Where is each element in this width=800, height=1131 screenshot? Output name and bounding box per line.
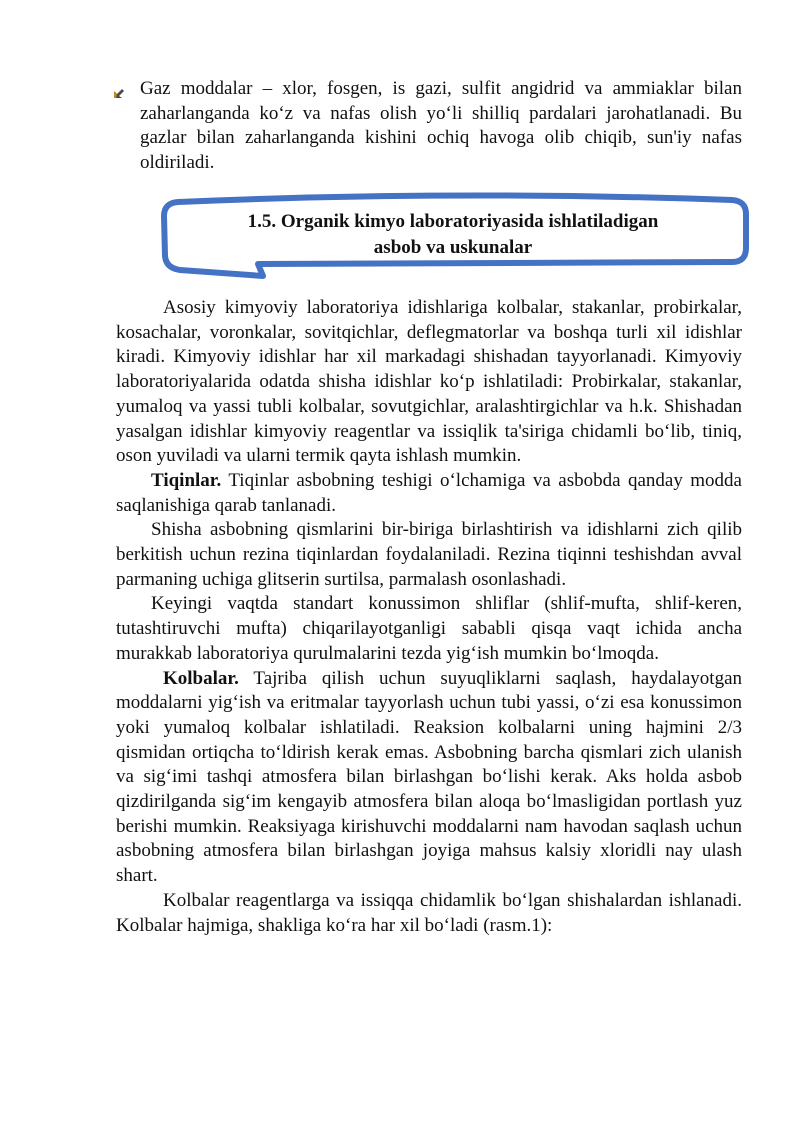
- arrow-down-left-icon: [112, 86, 126, 100]
- section-heading-line-1: 1.5. Organik kimyo laboratoriyasida ishlatiladigan: [247, 211, 659, 232]
- paragraph-flask-types: Kolbalar reagentlarga va issiqqa chidamlik bo‘lgan shishalardan ishlanadi. Kolbalar hajmiga, shakliga ko‘ra har xil bo‘ladi (rasm.1):: [116, 889, 742, 936]
- body-text: [116, 296, 742, 938]
- section-heading-callout: [158, 190, 752, 282]
- section-heading: [188, 209, 718, 261]
- paragraph-rubber-stoppers: Shisha asbobning qismlarini bir-biriga birlashtirish va idishlarni zich qilib berkitish uchun rezina tiqinlardan foydalaniladi. Rezina tiqinni teshishdan avval parmaning uchiga glitserin surtilsa, parmalash osonlashadi.: [116, 519, 742, 590]
- term-tiqinlar: Tiqinlar.: [151, 469, 222, 491]
- bullet-text: Gaz moddalar – xlor, fosgen, is gazi, sulfit angidrid va ammiaklar bilan zaharlanganda ko‘z va nafas olish yo‘li shilliq pardalari jarohatlanadi. Bu gazlar bilan zaharlanganda kishini ochiq havoga olib chiqib, sun'iy nafas oldiriladi.: [140, 78, 742, 174]
- paragraph-tiqinlar: [116, 469, 742, 518]
- section-heading-line-2: asbob va uskunalar: [373, 237, 533, 258]
- paragraph-kolbalar: [116, 667, 742, 889]
- paragraph-kolbalar-text: Tajriba qilish uchun suyuqliklarni saqlash, haydalayotgan moddalarni yig‘ish va eritmalar tayyorlash uchun tubi yassi, o‘zi esa konussimon yoki yumaloq kolbalar ishlatiladi. Reaksion kolbalarni uning hajmini 2/3 qismidan ortiqcha to‘ldirish kerak emas. Asbobning barcha qismlari zich ulanish va sig‘imi tashqi atmosfera bilan birlashgan bo‘lishi kerak. Aks holda asbob qizdirilganda sig‘im kengayib atmosfera bilan aloqa bo‘lmasligidan portlash yuz berishi mumkin. Reaksiyaga kirishuvchi moddalarni nam havodan saqlash uchun asbobning atmosfera bilan birlashgan joyiga mahsus kalsiy xloridli nay ulash shart.: [116, 667, 742, 887]
- term-kolbalar: Kolbalar.: [163, 667, 239, 689]
- paragraph-ground-joints: Keyingi vaqtda standart konussimon shliflar (shlif-mufta, shlif-keren, tutashtiruvchi mufta) chiqarilayotganligi sababli qisqa vaqt ichida ancha murakkab laboratoriya qurulmalarini tezda yig‘ish mumkin bo‘lmoqda.: [116, 593, 742, 664]
- paragraph-tiqinlar-text: Tiqinlar asbobning teshigi o‘lchamiga va asbobda qanday modda saqlanishiga qarab tanlanadi.: [116, 469, 742, 516]
- paragraph-intro: Asosiy kimyoviy laboratoriya idishlariga kolbalar, stakanlar, probirkalar, kosachalar, voronkalar, sovitqichlar, deflegmatorlar va boshqa turli xil idishlar kiradi. Kimyoviy idishlar har xil markadagi shishadan tayyorlanadi. Kimyoviy laboratoriyalarida odatda shisha idishlar ko‘p ishlatiladi: Probirkalar, stakanlar, yumaloq va yassi tubli kolbalar, sovutgichlar, aralashtirgichlar va h.k. Shishadan yasalgan idishlar kimyoviy reagentlar va issiqlik ta'siriga chidamli bo‘lib, tiniq, oson yuviladi va ularni termik qayta ishlash mumkin.: [116, 297, 742, 467]
- bullet-item: [112, 77, 742, 176]
